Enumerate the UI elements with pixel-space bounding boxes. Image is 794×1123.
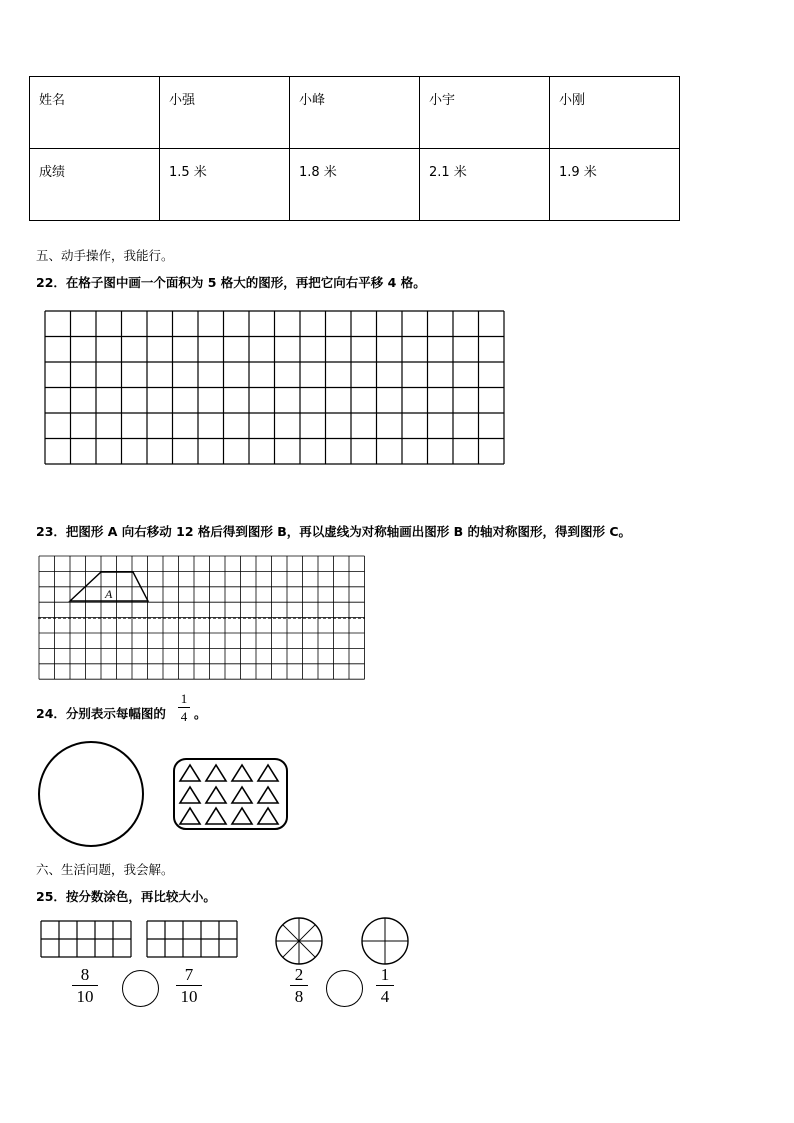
table-cell: 小宇 xyxy=(420,77,550,149)
triangle-shape xyxy=(258,808,278,824)
triangle-shape xyxy=(180,787,200,803)
triangle-shape xyxy=(232,787,252,803)
fraction-denominator: 4 xyxy=(180,709,188,724)
table-row xyxy=(30,149,680,221)
fraction-8-10 xyxy=(72,966,98,1005)
fraction-numerator: 2 xyxy=(294,965,304,984)
fraction-numerator: 1 xyxy=(380,965,390,984)
circle-eighths[interactable] xyxy=(274,916,324,966)
question-25: 25．按分数涂色，再比较大小。 xyxy=(36,889,216,904)
shape-a-label: A xyxy=(105,587,113,601)
table-cell: 2.1 米 xyxy=(420,149,550,221)
table-cell: 小刚 xyxy=(550,77,680,149)
table-cell: 1.5 米 xyxy=(160,149,290,221)
table-cell: 姓名 xyxy=(30,77,160,149)
table-row xyxy=(30,77,680,149)
compare-circle[interactable] xyxy=(122,970,159,1007)
triangle-shape xyxy=(232,808,252,824)
rect-grid-8-10[interactable] xyxy=(40,920,132,958)
q24-triangle-box[interactable] xyxy=(172,757,290,832)
circle-quarters[interactable] xyxy=(360,916,410,966)
fraction-one-quarter xyxy=(178,692,190,723)
fraction-1-4 xyxy=(376,966,394,1005)
fraction-denominator: 8 xyxy=(294,987,304,1006)
fraction-numerator: 1 xyxy=(180,691,188,706)
fraction-numerator: 8 xyxy=(80,965,90,984)
triangle-shape xyxy=(180,765,200,781)
fraction-7-10 xyxy=(176,966,202,1005)
q24-circle[interactable] xyxy=(36,740,148,850)
triangle-shape xyxy=(232,765,252,781)
section-heading-5: 五、动手操作，我能行。 xyxy=(36,248,174,263)
q24-text: 24．分别表示每幅图的 xyxy=(36,706,166,721)
fraction-2-8 xyxy=(290,966,308,1005)
q24-suffix: 。 xyxy=(194,706,207,721)
question-23: 23．把图形 A 向右移动 12 格后得到图形 B，再以虚线为对称轴画出图形 B 的轴对称图形，得到图形 C。 xyxy=(36,524,632,539)
table-cell: 1.8 米 xyxy=(290,149,420,221)
q23-grid[interactable] xyxy=(38,555,368,680)
triangle-shape xyxy=(206,787,226,803)
question-24 xyxy=(36,704,166,722)
fraction-denominator: 10 xyxy=(180,987,198,1006)
question-22: 22．在格子图中画一个面积为 5 格大的图形，再把它向右平移 4 格。 xyxy=(36,275,426,290)
table-cell: 成绩 xyxy=(30,149,160,221)
triangle-shape xyxy=(180,808,200,824)
triangle-shape xyxy=(258,787,278,803)
fraction-denominator: 4 xyxy=(380,987,390,1006)
compare-circle[interactable] xyxy=(326,970,363,1007)
score-table xyxy=(29,76,680,221)
q22-grid[interactable] xyxy=(44,310,506,466)
table-cell: 小峰 xyxy=(290,77,420,149)
rect-grid-7-10[interactable] xyxy=(146,920,238,958)
table-cell: 1.9 米 xyxy=(550,149,680,221)
fraction-denominator: 10 xyxy=(76,987,94,1006)
section-heading-6: 六、生活问题，我会解。 xyxy=(36,862,174,877)
triangle-shape xyxy=(206,765,226,781)
table-cell: 小强 xyxy=(160,77,290,149)
triangle-shape xyxy=(206,808,226,824)
fraction-numerator: 7 xyxy=(184,965,194,984)
triangle-shape xyxy=(258,765,278,781)
